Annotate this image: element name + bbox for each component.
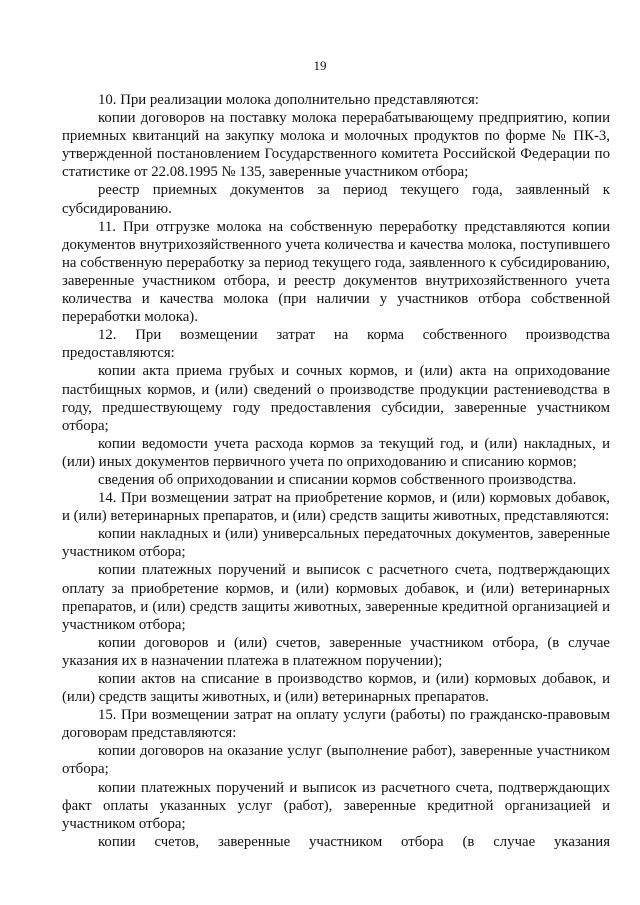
paragraph: копии накладных и (или) универсальных передаточных документов, заверенные участником отбора; <box>62 526 610 561</box>
page-number: 19 <box>313 58 327 73</box>
paragraph: копии договоров на оказание услуг (выполнение работ), заверенные участником отбора; <box>62 743 610 778</box>
paragraph: 12. При возмещении затрат на корма собственного производства предоставляются: <box>62 327 610 362</box>
paragraph: 11. При отгрузке молока на собственную переработку представляются копии документов внутрихозяйственного учета количества и качества молока, поступившего на собственную переработку за период текущего года, заявленного к субсидированию, заверенные участником отбора, и реестр документов внутрихозяйственного учета количества и качества молока (при наличии у участников отбора собственной переработки молока). <box>62 218 610 326</box>
paragraph: копии платежных поручений и выписок из расчетного счета, подтверждающих факт оплаты указанных услуг (работ), заверенные кредитной организацией и участником отбора; <box>62 779 610 832</box>
paragraph: 10. При реализации молока дополнительно представляются: <box>98 92 479 108</box>
paragraph: копии актов на списание в производство кормов, и (или) кормовых добавок, и (или) средств защиты животных, и (или) ветеринарных препаратов. <box>62 671 610 706</box>
paragraph: 15. При возмещении затрат на оплату услуги (работы) по гражданско-правовым договорам представляются: <box>62 707 610 742</box>
paragraph: 14. При возмещении затрат на приобретение кормов, и (или) кормовых добавок, и (или) ветеринарных препаратов, и (или) средств защиты животных, представляются: <box>62 490 610 525</box>
paragraph: копии договоров на поставку молока перерабатывающему предприятию, копии приемных квитанций на закупку молока и молочных продуктов по форме № ПК-3, утвержденной постановлением Государственного комитета Российской Федерации по статистике от 22.08.1995 № 135, заверенные участником отбора; <box>62 110 610 181</box>
paragraph: копии ведомости учета расхода кормов за текущий год, и (или) накладных, и (или) иных документов первичного учета по оприходованию и списанию кормов; <box>62 435 610 470</box>
paragraph: копии платежных поручений и выписок с расчетного счета, подтверждающих оплату за приобретение кормов, и (или) кормовых добавок, и (или) ветеринарных препаратов, и (или) средств защиты животных, заверенные кредитной организацией и участником отбора; <box>62 562 610 633</box>
paragraph: копии договоров и (или) счетов, заверенные участником отбора, (в случае указания их в назначении платежа в платежном поручении); <box>62 634 610 669</box>
paragraph: сведения об оприходовании и списании кормов собственного производства. <box>98 471 577 488</box>
paragraph-continued: копии счетов, заверенные участником отбора (в случае указания <box>98 833 610 850</box>
document-body <box>62 91 610 851</box>
paragraph: реестр приемных документов за период текущего года, заявленный к субсидированию. <box>62 182 610 217</box>
paragraph: копии акта приема грубых и сочных кормов, и (или) акта на оприходование пастбищных кормов, и (или) сведений о производстве продукции растениеводства в году, предшествующему году предоставления субсидии, заверенные участником отбора; <box>62 363 610 434</box>
